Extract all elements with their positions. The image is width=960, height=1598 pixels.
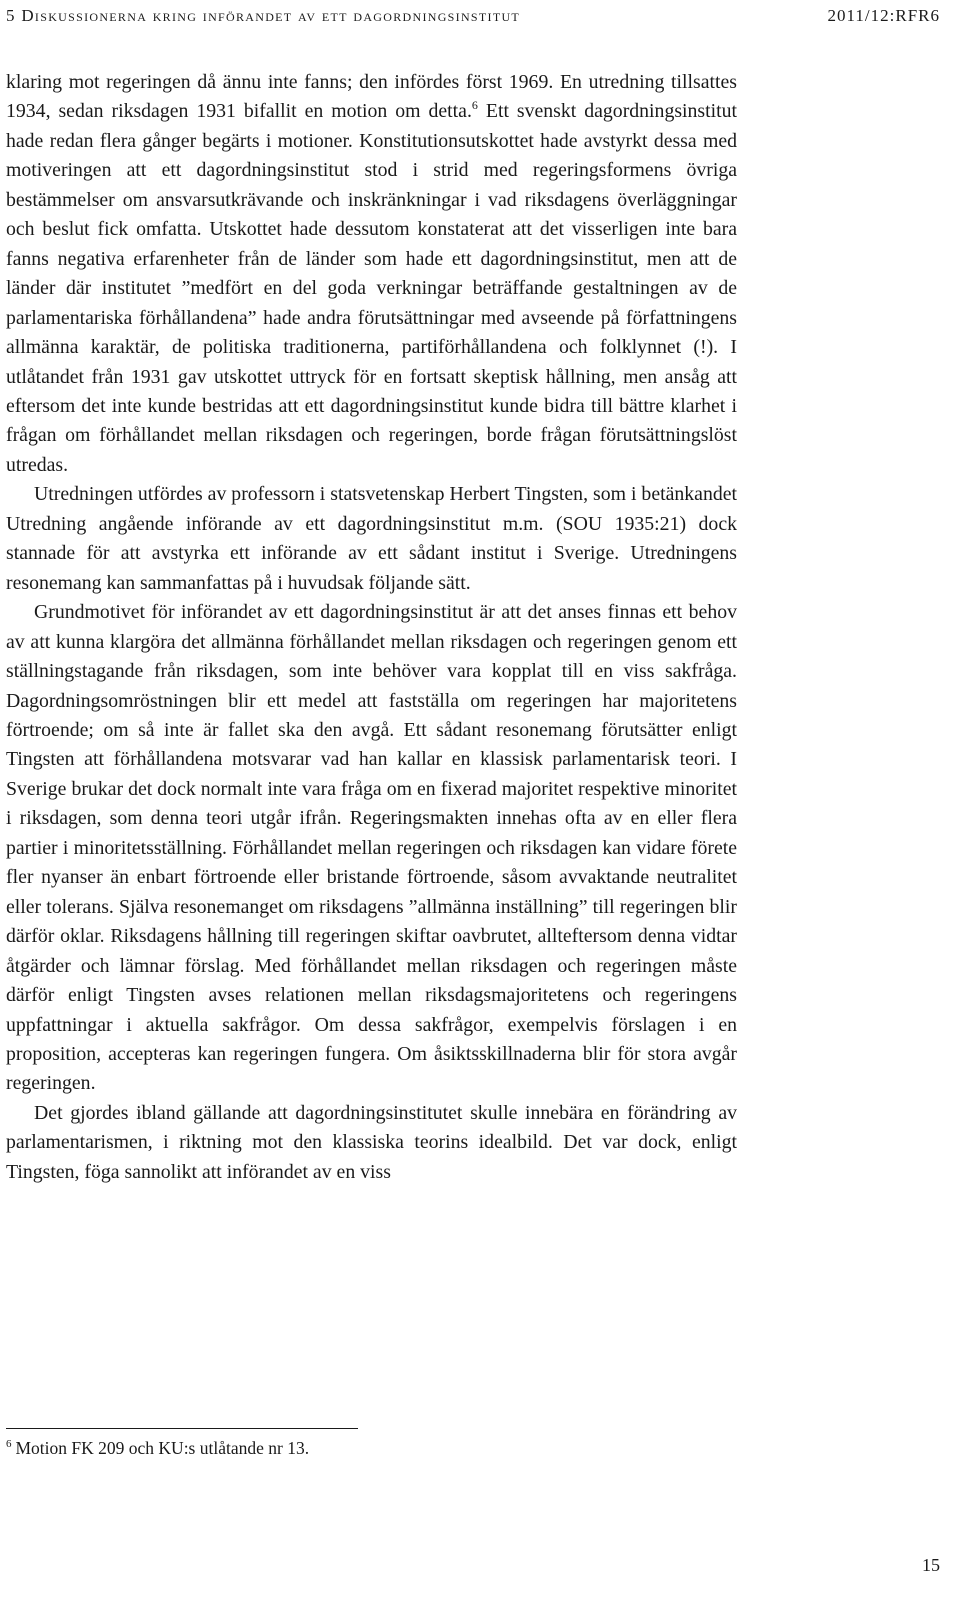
paragraph-1: [6, 68, 737, 480]
footnote-reference[interactable]: 6: [471, 98, 478, 113]
paragraph-1-rest: Ett svenskt dagordningsinstitut hade redan flera gånger begärts i motioner. Konstitutionsutskottet hade avstyrkt dessa med motiveringen att ett dagordningsinstitut stod i strid med regeringsformens övriga bestämmelser om ansvarsutkrävande och inskränkningar i vad riksdagens överläggningar och beslut fick omfatta. Utskottet hade dessutom konstaterat att det visserligen inte bara fanns negativa erfarenheter från de länder som hade ett dagordningsinstitut, men att de länder där institutet ”medfört en del goda verkningar beträffande gestaltningen av de parlamentariska förhållandena” hade andra förutsättningar med avseende på författningens allmänna karaktär, de politiska traditionerna, partiförhållandena och folklynnet (!). I utlåtandet från 1931 gav utskottet uttryck för en fortsatt skeptisk hållning, men ansåg att eftersom det inte kunde bestridas att ett dagordningsinstitut kunde bidra till bättre klarhet i frågan om förhållandet mellan riksdagen och regeringen, borde frågan förutsättningslöst utredas.: [6, 100, 737, 476]
running-title: 5 Diskussionerna kring införandet av ett dagordningsinstitut: [6, 6, 521, 25]
page-number: 15: [922, 1555, 940, 1575]
paragraph-2: Utredningen utfördes av professorn i statsvetenskap Herbert Tingsten, som i betänkandet Utredning angående införande av ett dagordningsinstitut m.m. (SOU 1935:21) dock stannade för att avstyrka ett införande av ett sådant institut i Sverige. Utredningens resonemang kan sammanfattas på i huvudsak följande sätt.: [6, 483, 737, 594]
body-text: [6, 68, 737, 1187]
running-header: [6, 6, 940, 36]
paragraph-4: Det gjordes ibland gällande att dagordningsinstitutet skulle innebära en förändring av parlamentarismen, i riktning mot den klassiska teorins idealbild. Det var dock, enligt Tingsten, föga sannolikt att införandet av en viss: [6, 1101, 737, 1183]
report-id: 2011/12:RFR6: [827, 6, 940, 25]
footnote: [6, 1436, 309, 1460]
footnote-text: Motion FK 209 och KU:s utlåtande nr 13.: [15, 1438, 310, 1458]
paragraph-3: Grundmotivet för införandet av ett dagordningsinstitut är att det anses finnas ett behov av att kunna klargöra det allmänna förhållandet mellan riksdagen och regeringen genom ett ställningstagande från riksdagen, som inte behöver vara kopplat till en viss sakfråga. Dagordningsomröstningen blir ett medel att fastställa om regeringen har majoritetens förtroende; om så inte är fallet ska den avgå. Ett sådant resonemang förutsätter enligt Tingsten att förhållandena motsvarar vad han kallar en klassisk parlamentarisk teori. I Sverige brukar det dock normalt inte vara fråga om en fixerad majoritet respektive minoritet i riksdagen, som denna teori utgår ifrån. Regeringsmakten innehas ofta av en eller flera partier i minoritetsställning. Förhållandet mellan regeringen och riksdagen kan vidare förete fler nyanser än enbart förtroende eller bristande förtroende, såsom avvaktande neutralitet eller tolerans. Själva resonemanget om riksdagens ”allmänna inställning” till regeringen blir därför oklar. Riksdagens hållning till regeringen skiftar oavbrutet, allteftersom denna vidtar åtgärder och lämnar förslag. Med förhållandet mellan riksdagen och regeringen måste därför enligt Tingsten avses relationen mellan riksdagsmajoritetens och regeringens uppfattningar i aktuella sakfrågor. Om dessa sakfrågor, exempelvis förslagen i en proposition, accepteras kan regeringen fungera. Om åsiktsskillnaderna blir för stora avgår regeringen.: [6, 601, 737, 1095]
footnote-number: 6: [6, 1438, 12, 1450]
paragraph-1-start: klaring mot regeringen då ännu inte fanns; den infördes först 1969. En utredning tillsattes 1934, sedan riksdagen 1931 bifallit en motion om detta.: [6, 71, 737, 123]
footnote-divider: [6, 1428, 358, 1429]
